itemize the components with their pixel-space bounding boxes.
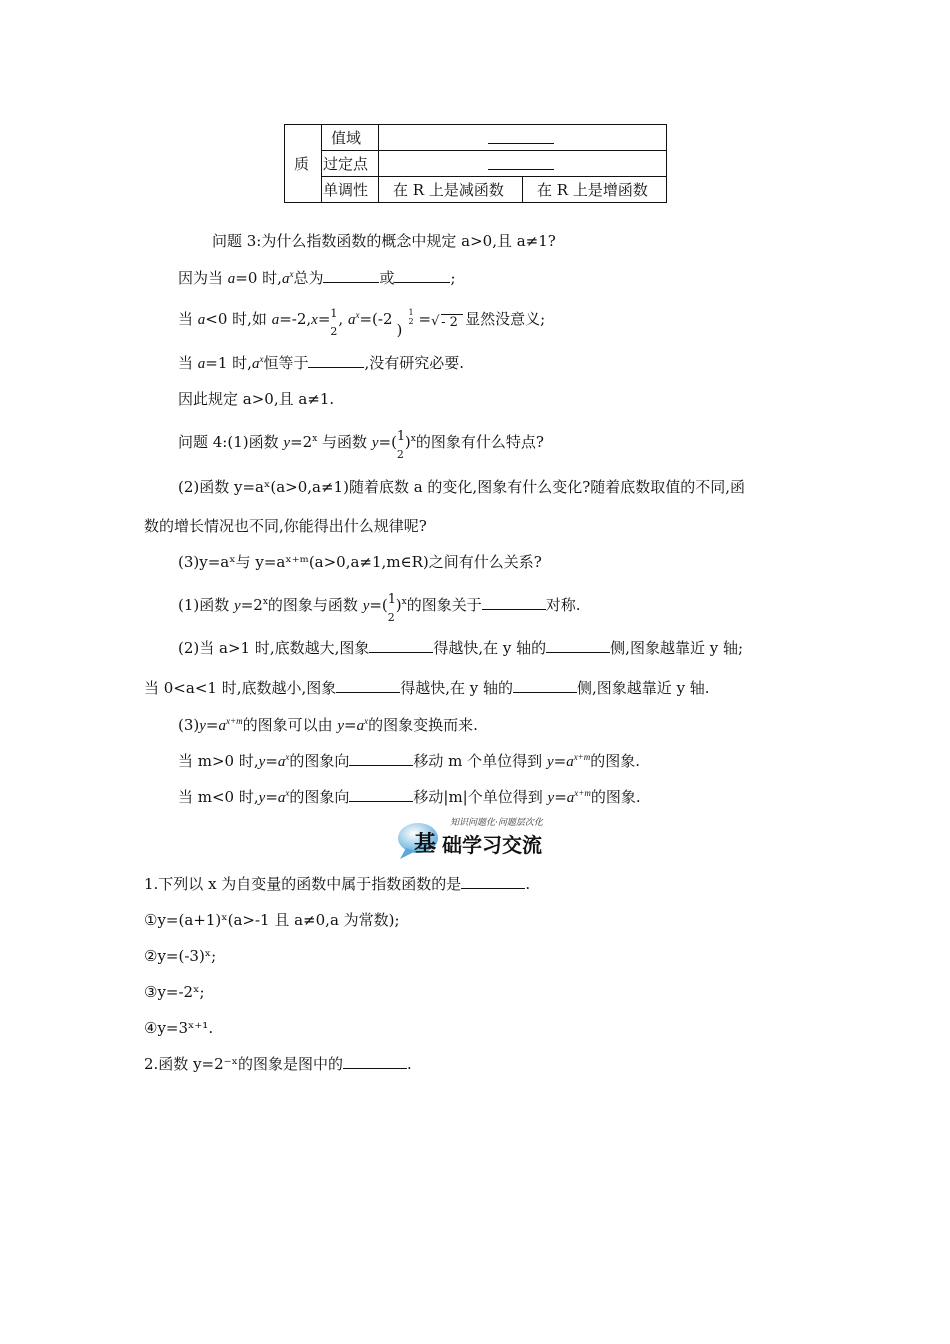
table-row-monotonicity-label: 单调性 bbox=[323, 181, 369, 199]
exercise-1: 1.下列以 x 为自变量的函数中属于指数函数的是 . bbox=[144, 875, 531, 893]
ans-line-6: 当 m<0 时$,y=a^x$的图象向 移动|m|个单位得到 $y=a^{x+m}$的图象. bbox=[178, 788, 641, 806]
property-table bbox=[284, 124, 667, 203]
ans-line-3: 当 0<a<1 时,底数越小,图象 得越快,在 y 轴的 侧,图象越靠近 y 轴. bbox=[144, 679, 710, 697]
exercise-1-option-1: ①y=(a+1)ˣ(a>-1 且 a≠0,a 为常数); bbox=[144, 911, 400, 929]
banner-tagline: 知识问题化·问题层次化 bbox=[450, 818, 543, 828]
ans-line-2: (2)当 a>1 时,底数越大,图象 得越快,在 y 轴的 侧,图象越靠近 y 轴; bbox=[178, 639, 744, 657]
q3-line-1: 因为当 a=0 时$,a^x$总为 或 ; bbox=[178, 269, 456, 287]
banner-title-first: 基 bbox=[414, 831, 437, 857]
ans5-blank[interactable] bbox=[349, 751, 413, 766]
increasing-cell: 在 R 上是增函数 bbox=[537, 181, 648, 199]
exercise-1-option-2: ②y=(-3)ˣ; bbox=[144, 947, 217, 965]
q3-line-3: 当 a=1 时$,a^x$恒等于 ,没有研究必要. bbox=[178, 354, 464, 372]
question-3-title: 问题 3:为什么指数函数的概念中规定 a>0,且 a≠1? bbox=[212, 232, 556, 250]
ans2-blank-2[interactable] bbox=[546, 638, 610, 653]
range-answer-blank[interactable] bbox=[488, 129, 554, 149]
ans3-blank-2[interactable] bbox=[513, 678, 577, 693]
q4-line-1: 问题 4:(1)函数 $y=2^x$ 与函数 y=( 1 2 )$^x$的图象有什么特点? bbox=[178, 429, 544, 461]
ans3-blank-1[interactable] bbox=[336, 678, 400, 693]
exercise-1-option-4: ④y=3ˣ⁺¹. bbox=[144, 1019, 214, 1037]
decreasing-cell: 在 R 上是减函数 bbox=[393, 181, 504, 199]
q3-blank-2[interactable] bbox=[394, 268, 450, 283]
section-banner bbox=[396, 818, 556, 860]
symmetry-blank[interactable] bbox=[482, 595, 546, 610]
table-side-label: 质 bbox=[294, 155, 310, 173]
ans2-blank-1[interactable] bbox=[369, 638, 433, 653]
q4-line-4: (3)y=aˣ与 y=aˣ⁺ᵐ(a>0,a≠1,m∈R)之间有什么关系? bbox=[178, 553, 542, 571]
ans-line-1: (1)函数 $y=2^x$的图象与函数 y=( 1 2 )$^x$的图象关于 对称. bbox=[178, 592, 581, 624]
ans6-blank[interactable] bbox=[349, 787, 413, 802]
sqrt-symbol: √ - 2 bbox=[431, 304, 465, 324]
banner-title-rest: 础学习交流 bbox=[442, 833, 542, 857]
exercise-1-option-3: ③y=-2ˣ; bbox=[144, 983, 205, 1001]
ans-line-5: 当 m>0 时$,y=a^x$的图象向 移动 m 个单位得到 $y=a^{x+m}$的图象. bbox=[178, 752, 641, 770]
exercise-2-blank[interactable] bbox=[343, 1054, 407, 1069]
table-row-fixed-point-label: 过定点 bbox=[323, 155, 369, 173]
ans-line-4: $(3)y=a^{x+m}$的图象可以由 $y=a^x$的图象变换而来. bbox=[178, 716, 478, 734]
q3-blank-3[interactable] bbox=[308, 353, 364, 368]
q4-line-2: (2)函数 y=aˣ(a>0,a≠1)随着底数 a 的变化,图象有什么变化?随着底数取值的不同,函 bbox=[178, 478, 745, 496]
q3-line-2: 当 a<0 时,如 a=-2,x= 1 2 , $a^x=(-2$ ) 1 2 = √ - 2 显然没意义; bbox=[178, 304, 545, 338]
q4-line-3: 数的增长情况也不同,你能得出什么规律呢? bbox=[144, 517, 427, 535]
exercise-1-blank[interactable] bbox=[461, 874, 525, 889]
q3-blank-1[interactable] bbox=[323, 268, 379, 283]
table-row-range-label: 值域 bbox=[331, 129, 362, 147]
fixed-point-answer-blank[interactable] bbox=[488, 155, 554, 175]
exercise-2: 2.函数 y=2⁻ˣ的图象是图中的 . bbox=[144, 1055, 412, 1073]
q3-line-4: 因此规定 a>0,且 a≠1. bbox=[178, 390, 335, 408]
